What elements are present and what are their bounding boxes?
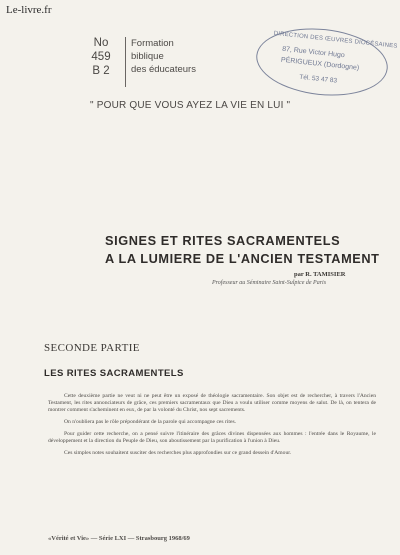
code-line: 459 (91, 51, 111, 63)
motto: " POUR QUE VOUS AYEZ LA VIE EN LUI " (90, 100, 291, 111)
document-code (82, 36, 120, 78)
page-title (105, 232, 389, 268)
series-line: des éducateurs (131, 64, 196, 75)
paragraph: On n'oubliera pas le rôle prépondérant de la parole qui accompagne ces rites. (64, 419, 237, 425)
series-name (131, 37, 196, 76)
stamp-line: 87, Rue Victor Hugo (281, 45, 346, 60)
stamp-line: DIRECTION DES ŒUVRES DIOCÉSAINES (273, 30, 398, 50)
stamp-line: PÉRIGUEUX (Dordogne) (280, 56, 360, 72)
body-text (48, 393, 376, 462)
section-heading: LES RITES SACRAMENTELS (44, 368, 184, 379)
ink-stamp (253, 22, 398, 101)
code-line: No (93, 37, 109, 49)
title-line: A LA LUMIERE DE L'ANCIEN TESTAMENT (105, 251, 380, 266)
stamp-line: Tél. 53 47 83 (298, 73, 338, 85)
footer-citation: «Vérité et Vie» — Série LXI — Strasbourg 1968/69 (48, 535, 190, 542)
header-divider (125, 37, 126, 87)
author-name: par R. TAMISIER (294, 271, 346, 278)
paragraph: Pour guider cette recherche, on a pensé suivre l'itinéraire des grâces divines dispensées aux hommes : l'entrée dans le Royaume, le développement et la direction du Peuple de Dieu, son aboutissement par la purification à l'union à Dieu. (48, 431, 376, 444)
part-heading: SECONDE PARTIE (44, 342, 140, 354)
code-line: B 2 (92, 65, 110, 77)
author-role: Professeur au Séminaire Saint-Sulpice de Paris (212, 280, 327, 286)
series-line: Formation (131, 38, 174, 49)
series-line: biblique (131, 51, 164, 62)
title-line: SIGNES ET RITES SACRAMENTELS (105, 233, 341, 248)
source-label: Le-livre.fr (6, 4, 52, 16)
paragraph: Cette deuxième partie ne veut ni ne peut être un exposé de théologie sacramentaire. Son objet est de rechercher, à travers l'Ancien Testament, les rites annonciateurs de grâce, ces premiers sacramentaux que Dieu a voulu utiliser comme moyens de salut. De là, on tentera de montrer comment s'acheminent en eux, de par la volonté du Christ, nos sept sacrements. (48, 393, 376, 413)
paragraph: Ces simples notes souhaitent susciter des recherches plus approfondies sur ce grand dessein d'Amour. (64, 450, 292, 456)
